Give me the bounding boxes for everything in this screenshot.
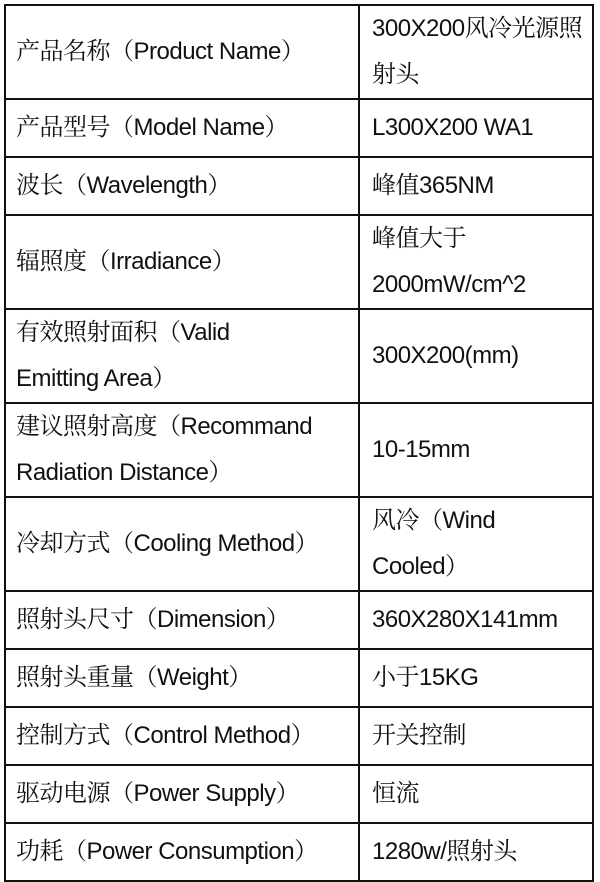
table-row [5, 649, 593, 707]
table-row [5, 707, 593, 765]
spec-label-line: 建议照射高度（Recommand [16, 413, 313, 440]
table-row [5, 5, 593, 99]
spec-label-power-consumption: 功耗（Power Consumption） [5, 823, 359, 881]
spec-label-radiation-distance [5, 403, 359, 497]
spec-table [4, 4, 594, 882]
spec-label-line: Emitting Area） [16, 365, 176, 392]
spec-label-power-supply: 驱动电源（Power Supply） [5, 765, 359, 823]
table-row [5, 157, 593, 215]
spec-label-product-name: 产品名称（Product Name） [5, 5, 359, 99]
spec-value-product-name: 300X200风冷光源照射头 [359, 5, 593, 99]
spec-label-model-name: 产品型号（Model Name） [5, 99, 359, 157]
spec-value-power-supply: 恒流 [359, 765, 593, 823]
spec-label-weight: 照射头重量（Weight） [5, 649, 359, 707]
spec-label-emitting-area [5, 309, 359, 403]
table-row [5, 591, 593, 649]
table-row [5, 497, 593, 591]
spec-value-dimension: 360X280X141mm [359, 591, 593, 649]
table-row [5, 403, 593, 497]
table-row [5, 215, 593, 309]
spec-label-dimension: 照射头尺寸（Dimension） [5, 591, 359, 649]
table-row [5, 99, 593, 157]
spec-value-model-name: L300X200 WA1 [359, 99, 593, 157]
spec-label-irradiance: 辐照度（Irradiance） [5, 215, 359, 309]
spec-value-radiation-distance: 10-15mm [359, 403, 593, 497]
spec-label-wavelength: 波长（Wavelength） [5, 157, 359, 215]
spec-value-power-consumption: 1280w/照射头 [359, 823, 593, 881]
spec-value-wavelength: 峰值365NM [359, 157, 593, 215]
table-row [5, 309, 593, 403]
spec-label-control-method: 控制方式（Control Method） [5, 707, 359, 765]
spec-label-line: 有效照射面积（Valid [16, 319, 230, 346]
spec-value-control-method: 开关控制 [359, 707, 593, 765]
spec-label-cooling-method: 冷却方式（Cooling Method） [5, 497, 359, 591]
spec-value-cooling-method: 风冷（Wind Cooled） [359, 497, 593, 591]
spec-label-line: Radiation Distance） [16, 459, 232, 486]
spec-value-weight: 小于15KG [359, 649, 593, 707]
table-row [5, 823, 593, 881]
table-row [5, 765, 593, 823]
spec-value-emitting-area: 300X200(mm) [359, 309, 593, 403]
spec-value-irradiance: 峰值大于2000mW/cm^2 [359, 215, 593, 309]
